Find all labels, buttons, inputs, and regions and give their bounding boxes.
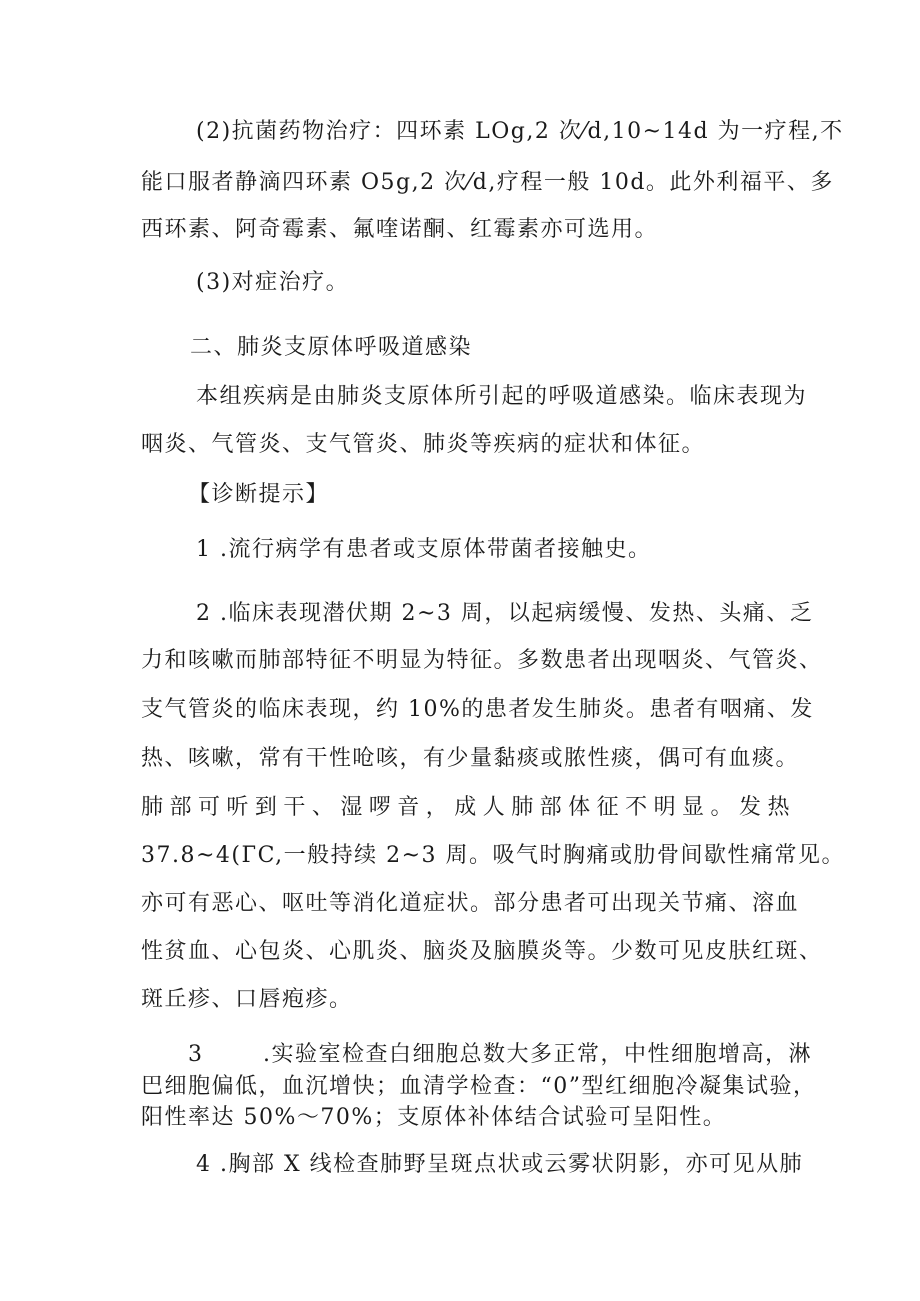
paragraph-line: 巴细胞偏低，血沉增快；血清学检查：“0”型红细胞冷凝集试验， bbox=[141, 1074, 817, 1099]
paragraph-line: 咽炎、气管炎、支气管炎、肺炎等疾病的症状和体征。 bbox=[141, 432, 706, 457]
paragraph-line: 3 .实验室检查白细胞总数大多正常，中性细胞增高，淋 bbox=[188, 1042, 812, 1067]
paragraph-line: 能口服者静滴四环素 O5g,2 次⁄d,疗程一般 10d。此外利福平、多 bbox=[141, 170, 834, 195]
paragraph-line: 阳性率达 50%～70%；支原体补体结合试验可呈阳性。 bbox=[141, 1105, 727, 1130]
paragraph-line: (3)对症治疗。 bbox=[196, 270, 350, 295]
paragraph-line: 热、咳嗽，常有干性呛咳，有少量黏痰或脓性痰，偶可有血痰。 bbox=[141, 746, 800, 771]
list-item: 1 .流行病学有患者或支原体带菌者接触史。 bbox=[196, 537, 652, 562]
paragraph-line: 性贫血、心包炎、心肌炎、脑炎及脑膜炎等。少数可见皮肤红斑、 bbox=[141, 939, 823, 964]
diagnosis-heading: 【诊断提示】 bbox=[188, 482, 330, 507]
paragraph-line: 2 .临床表现潜伏期 2~3 周，以起病缓慢、发热、头痛、乏 bbox=[196, 601, 814, 626]
paragraph-line: (2)抗菌药物治疗：四环素 LOg,2 次⁄d,10~14d 为一疗程,不 bbox=[196, 119, 844, 144]
paragraph-line: 力和咳嗽而肺部特征不明显为特征。多数患者出现咽炎、气管炎、 bbox=[141, 648, 823, 673]
paragraph-line: 4 .胸部 X 线检查肺野呈斑点状或云雾状阴影，亦可见从肺 bbox=[196, 1152, 804, 1177]
paragraph-line: 肺部可听到干、湿啰音，成人肺部体征不明显。发热 bbox=[141, 795, 791, 820]
paragraph-line: 支气管炎的临床表现，约 10%的患者发生肺炎。患者有咽痛、发 bbox=[141, 697, 814, 722]
paragraph-line: 西环素、阿奇霉素、氟喹诺酮、红霉素亦可选用。 bbox=[141, 217, 659, 242]
paragraph-line: 37.8~4(ГC,一般持续 2~3 周。吸气时胸痛或肋骨间歇性痛常见。 bbox=[141, 843, 846, 868]
paragraph-line: 亦可有恶心、呕吐等消化道症状。部分患者可出现关节痛、溶血 bbox=[141, 891, 800, 916]
paragraph-line: 斑丘疹、口唇疱疹。 bbox=[141, 987, 353, 1012]
section-heading: 二、肺炎支原体呼吸道感染 bbox=[190, 335, 473, 360]
paragraph-line: 本组疾病是由肺炎支原体所引起的呼吸道感染。临床表现为 bbox=[196, 384, 808, 409]
